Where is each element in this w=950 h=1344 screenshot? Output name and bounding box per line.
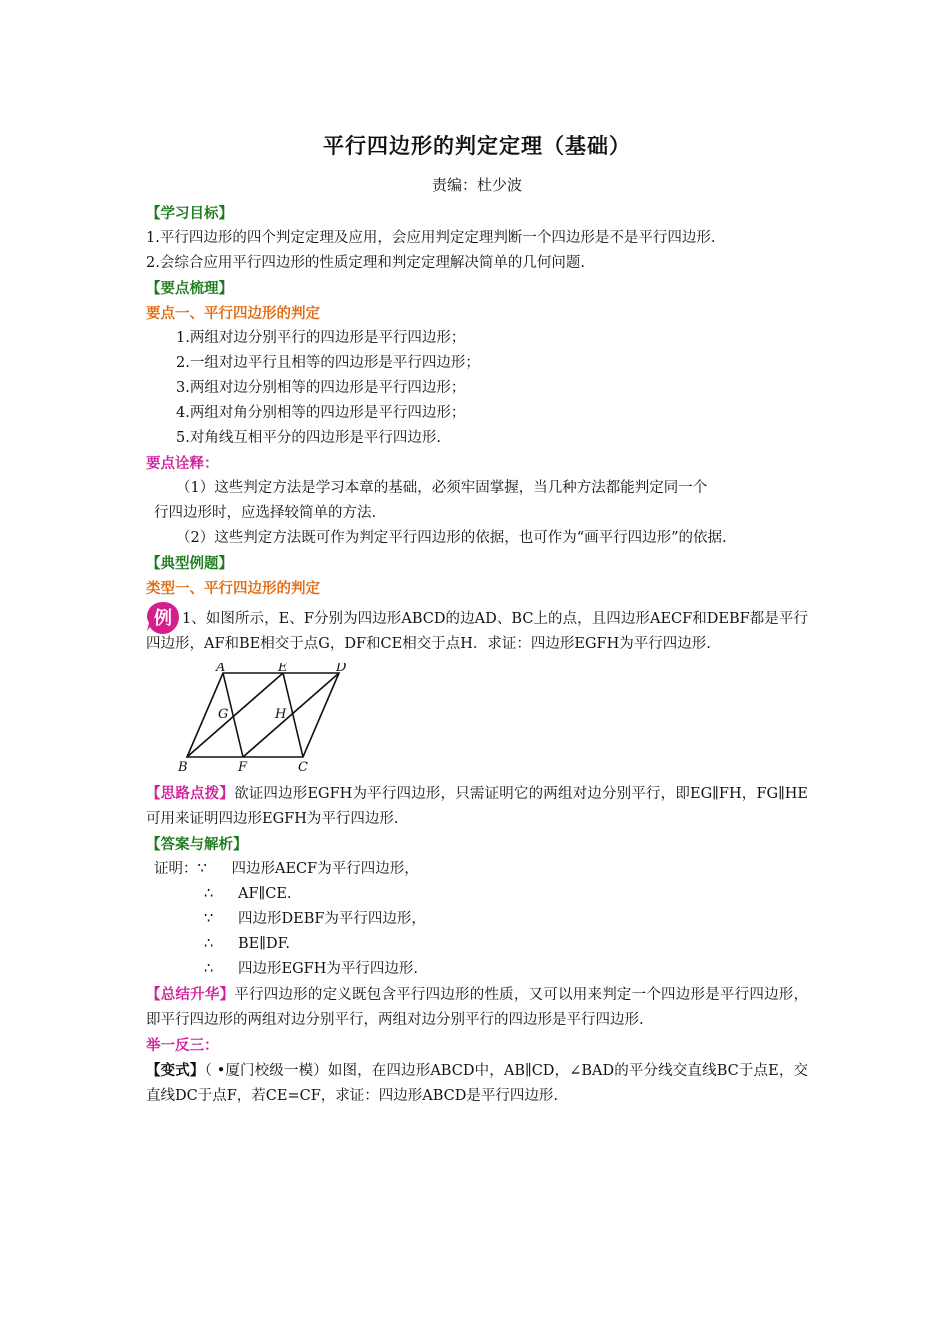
summary-paragraph (146, 982, 808, 1033)
page-title: 平行四边形的判定定理（基础） (323, 133, 631, 158)
document-page (146, 130, 808, 1109)
criterion-item: 1.两组对边分别平行的四边形是平行四边形； (176, 330, 466, 346)
goals-heading: 【学习目标】 (146, 205, 233, 222)
variant-text: （ •厦门校级一模）如图，在四边形ABCD中，AB∥CD，∠BAD的平分线交直线BC于点E，交直线DC于点F，若CE=CF，求证：四边形ABCD是平行四边形. (146, 1063, 809, 1104)
proof-line (146, 882, 808, 907)
label-h: H (275, 707, 287, 722)
label-b: B (178, 760, 188, 773)
point-one-heading: 要点一、平行四边形的判定 (146, 305, 320, 322)
note-one-line-b: 行四边形时，应选择较简单的方法. (154, 505, 377, 521)
segment-eb (187, 673, 283, 757)
summary-text: 平行四边形的定义既包含平行四边形的性质，又可以用来判定一个四边形是平行四边形，即平行四边形的两组对边分别平行，两组对边分别平行的四边形是平行四边形. (146, 987, 808, 1028)
label-f: F (238, 760, 248, 773)
proof-symbol: ∴ (204, 936, 214, 952)
note-two: （2）这些判定方法既可作为判定平行四边形的依据，也可作为“画平行四边形”的依据. (176, 530, 727, 546)
proof-text: AF∥CE. (238, 886, 292, 902)
label-a: A (216, 663, 226, 675)
label-c: C (298, 760, 308, 773)
practice-heading: 举一反三： (146, 1037, 219, 1054)
variant-label: 【变式】 (146, 1062, 205, 1079)
example-problem: 1、如图所示，E、F分别为四边形ABCD的边AD、BC上的点，且四边形AECF和DEBF都是平行四边形，AF和BE相交于点G，DF和CE相交于点H．求证：四边形EGFH为平行四边形. (146, 611, 808, 652)
proof-intro: 证明： (154, 861, 198, 877)
proof-symbol: ∵ (204, 911, 214, 927)
variant-paragraph (146, 1058, 808, 1109)
points-heading: 【要点梳理】 (146, 280, 233, 297)
goal-item: 2.会综合应用平行四边形的性质定理和判定定理解决简单的几何问题. (146, 255, 585, 271)
answer-heading: 【答案与解析】 (146, 836, 248, 853)
badge-label: 例 (154, 608, 172, 629)
proof-symbol: ∴ (204, 886, 214, 902)
proof-line (146, 957, 808, 982)
example-badge-icon (146, 601, 180, 635)
example-one (146, 601, 808, 781)
proof-text: BE∥DF. (238, 936, 290, 952)
hint-text: 欲证四边形EGFH为平行四边形，只需证明它的两组对边分别平行，即EG∥FH，FG∥HE可用来证明四边形EGFH为平行四边形. (146, 786, 809, 827)
proof-line (146, 932, 808, 957)
goal-item: 1.平行四边形的四个判定定理及应用，会应用判定定理判断一个四边形是不是平行四边形. (146, 230, 716, 246)
note-heading: 要点诠释： (146, 455, 219, 472)
hint-label: 【思路点拨】 (146, 785, 235, 802)
proof-text: 四边形EGFH为平行四边形. (238, 961, 418, 977)
criterion-item: 5.对角线互相平分的四边形是平行四边形. (176, 430, 441, 446)
hint-paragraph (146, 781, 808, 832)
label-d: D (336, 663, 347, 675)
criterion-item: 3.两组对边分别相等的四边形是平行四边形； (176, 380, 466, 396)
author-line: 责编：杜少波 (431, 176, 522, 194)
note-one-line-a: （1）这些判定方法是学习本章的基础，必须牢固掌握，当几种方法都能判定同一个 (176, 480, 708, 496)
parallelogram-figure (176, 663, 376, 773)
examples-heading: 【典型例题】 (146, 555, 233, 572)
proof-line (146, 907, 808, 932)
proof-symbol: ∵ (197, 861, 207, 877)
proof-text: 四边形DEBF为平行四边形， (238, 911, 426, 927)
summary-label: 【总结升华】 (146, 986, 235, 1003)
segment-df (243, 673, 339, 757)
criterion-item: 4.两组对角分别相等的四边形是平行四边形； (176, 405, 466, 421)
outer-parallelogram (187, 673, 339, 757)
type-one-heading: 类型一、平行四边形的判定 (146, 580, 320, 597)
criterion-item: 2.一组对边平行且相等的四边形是平行四边形； (176, 355, 480, 371)
label-e: E (278, 663, 288, 675)
proof-line (146, 857, 808, 882)
label-g: G (218, 707, 229, 722)
proof-symbol: ∴ (204, 961, 214, 977)
proof-text: 四边形AECF为平行四边形， (231, 861, 419, 877)
